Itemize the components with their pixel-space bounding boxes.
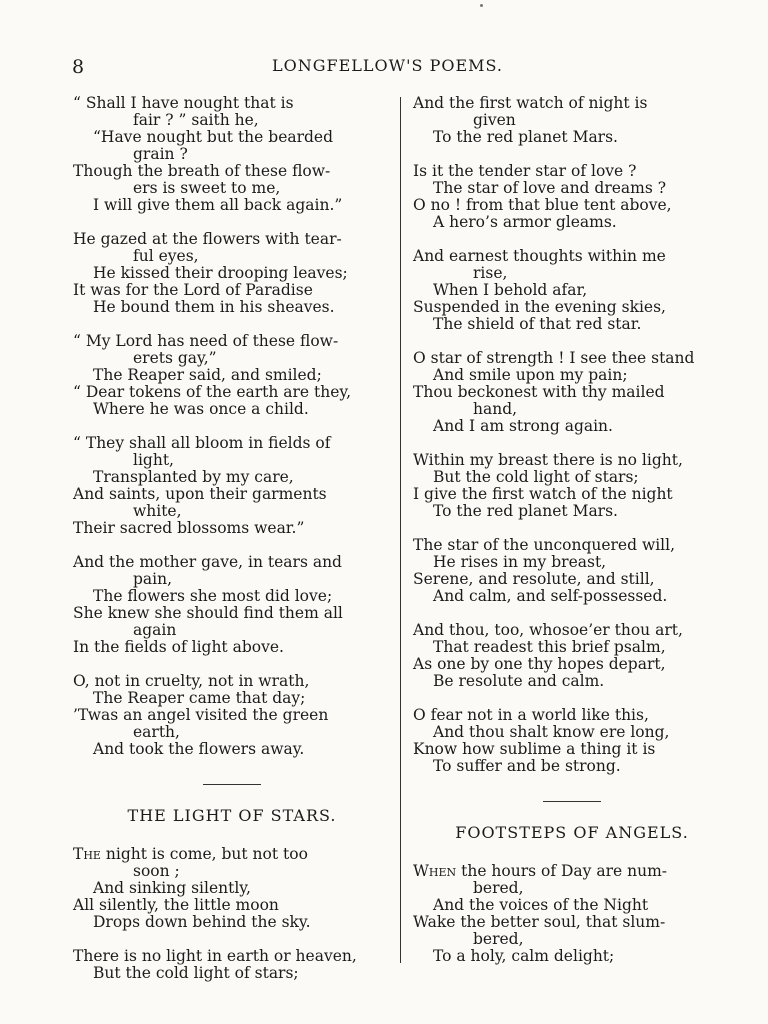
verse-line: And thou, too, whosoe’er thou art, — [413, 621, 683, 639]
verse-line: Be resolute and calm. — [433, 672, 605, 690]
verse-line: given — [473, 111, 516, 129]
verse-line: Drops down behind the sky. — [93, 913, 311, 931]
stanza — [73, 95, 391, 214]
verse-line: He rises in my breast, — [433, 553, 607, 571]
poem-title: FOOTSTEPS OF ANGELS. — [455, 823, 689, 842]
verse-line: O fear not in a world like this, — [413, 706, 649, 724]
verse-line: And earnest thoughts within me — [413, 247, 666, 265]
verse-line: rise, — [473, 264, 508, 282]
verse-line: O, not in cruelty, not in wrath, — [73, 672, 310, 690]
verse-line: ’Twas an angel visited the green — [73, 706, 329, 724]
stanza — [413, 95, 731, 146]
stanza — [413, 248, 731, 333]
verse-line: In the fields of light above. — [73, 638, 284, 656]
verse-line: again — [133, 621, 177, 639]
verse-line: It was for the Lord of Paradise — [73, 281, 313, 299]
stanza — [73, 948, 391, 982]
verse-line: Where he was once a child. — [93, 400, 309, 418]
verse-line: The star of love and dreams ? — [433, 179, 667, 197]
stanza — [413, 350, 731, 435]
verse-line: And I am strong again. — [433, 417, 613, 435]
verse-line: Is it the tender star of love ? — [413, 162, 637, 180]
verse-line: And saints, upon their garments — [73, 485, 327, 503]
verse-line — [413, 863, 731, 880]
verse-line: “Have nought but the bearded — [93, 128, 334, 146]
stanza — [73, 435, 391, 537]
left-column — [73, 95, 391, 982]
stanza — [73, 554, 391, 656]
verse-line: hand, — [473, 400, 518, 418]
verse-line — [73, 846, 391, 863]
verse-line: The flowers she most did love; — [93, 587, 333, 605]
verse-line: And calm, and self-possessed. — [433, 587, 668, 605]
verse-line: When I behold afar, — [433, 281, 588, 299]
stanza — [73, 231, 391, 316]
verse-line: That readest this brief psalm, — [433, 638, 666, 656]
stanza — [413, 452, 731, 520]
verse-line: Though the breath of these flow- — [73, 162, 331, 180]
verse-line: He gazed at the flowers with tear- — [73, 230, 342, 248]
verse-line: Wake the better soul, that slum- — [413, 913, 666, 931]
stanza — [413, 707, 731, 775]
page-number: 8 — [72, 56, 85, 78]
verse-line: But the cold light of stars; — [433, 468, 639, 486]
stanza — [413, 537, 731, 605]
scan-speck — [480, 4, 483, 7]
verse-line: The star of the unconquered will, — [413, 536, 676, 554]
verse-line: To the red planet Mars. — [433, 502, 618, 520]
verse-line: fair ? ” saith he, — [133, 111, 259, 129]
verse-line: And took the flowers away. — [93, 740, 305, 758]
verse-line: He kissed their drooping leaves; — [93, 264, 348, 282]
verse-line: All silently, the little moon — [73, 896, 279, 914]
running-head: LONGFELLOW'S POEMS. — [272, 56, 503, 75]
verse-line: “ Dear tokens of the earth are they, — [73, 383, 352, 401]
verse-line: A hero’s armor gleams. — [433, 213, 617, 231]
stanza — [73, 333, 391, 418]
verse-line: Thou beckonest with thy mailed — [413, 383, 665, 401]
verse-line: bered, — [473, 930, 524, 948]
verse-line: “ My Lord has need of these flow- — [73, 332, 339, 350]
verse-line: “ They shall all bloom in fields of — [73, 434, 331, 452]
verse-line: light, — [133, 451, 174, 469]
verse-line: soon ; — [133, 862, 180, 880]
verse-line: “ Shall I have nought that is — [73, 94, 294, 112]
verse-line: And thou shalt know ere long, — [433, 723, 670, 741]
verse-line: The Reaper came that day; — [93, 689, 306, 707]
verse-line: As one by one thy hopes depart, — [413, 655, 666, 673]
verse-text: the hours of Day are num- — [456, 862, 668, 880]
verse-line: And the mother gave, in tears and — [73, 553, 342, 571]
verse-line: She knew she should find them all — [73, 604, 343, 622]
verse-line: pain, — [133, 570, 173, 588]
verse-line: O star of strength ! I see thee stand — [413, 349, 695, 367]
opening-word: The — [73, 845, 101, 863]
verse-line: And sinking silently, — [93, 879, 251, 897]
verse-line: Know how sublime a thing it is — [413, 740, 656, 758]
verse-line: But the cold light of stars; — [93, 964, 299, 982]
verse-line: And the voices of the Night — [433, 896, 649, 914]
verse-line: To suffer and be strong. — [433, 757, 621, 775]
verse-line: ers is sweet to me, — [133, 179, 281, 197]
column-divider — [400, 97, 401, 963]
verse-line: erets gay,” — [133, 349, 217, 367]
verse-line: Suspended in the evening skies, — [413, 298, 666, 316]
stanza — [413, 163, 731, 231]
verse-line: white, — [133, 502, 182, 520]
stanza — [73, 846, 391, 931]
stanza — [413, 622, 731, 690]
verse-line: There is no light in earth or heaven, — [73, 947, 357, 965]
verse-line: earth, — [133, 723, 180, 741]
verse-line: To the red planet Mars. — [433, 128, 618, 146]
verse-line: The Reaper said, and smiled; — [93, 366, 322, 384]
verse-line: I will give them all back again.” — [93, 196, 343, 214]
verse-line: Serene, and resolute, and still, — [413, 570, 655, 588]
verse-line: Within my breast there is no light, — [413, 451, 683, 469]
section-rule — [203, 784, 261, 785]
stanza — [413, 863, 731, 965]
section-rule — [543, 801, 601, 802]
verse-line: Their sacred blossoms wear.” — [73, 519, 305, 537]
poem-title: THE LIGHT OF STARS. — [127, 806, 337, 825]
verse-line: grain ? — [133, 145, 188, 163]
verse-line: The shield of that red star. — [433, 315, 642, 333]
verse-line: And smile upon my pain; — [433, 366, 628, 384]
verse-line: I give the first watch of the night — [413, 485, 673, 503]
verse-line: bered, — [473, 879, 524, 897]
verse-line: O no ! from that blue tent above, — [413, 196, 672, 214]
verse-line: And the first watch of night is — [413, 94, 648, 112]
stanza — [73, 673, 391, 758]
verse-line: Transplanted by my care, — [93, 468, 294, 486]
right-column — [413, 95, 731, 965]
verse-line: ful eyes, — [133, 247, 199, 265]
verse-text: night is come, but not too — [100, 845, 308, 863]
opening-word: When — [413, 862, 457, 880]
verse-line: To a holy, calm delight; — [433, 947, 615, 965]
verse-line: He bound them in his sheaves. — [93, 298, 335, 316]
